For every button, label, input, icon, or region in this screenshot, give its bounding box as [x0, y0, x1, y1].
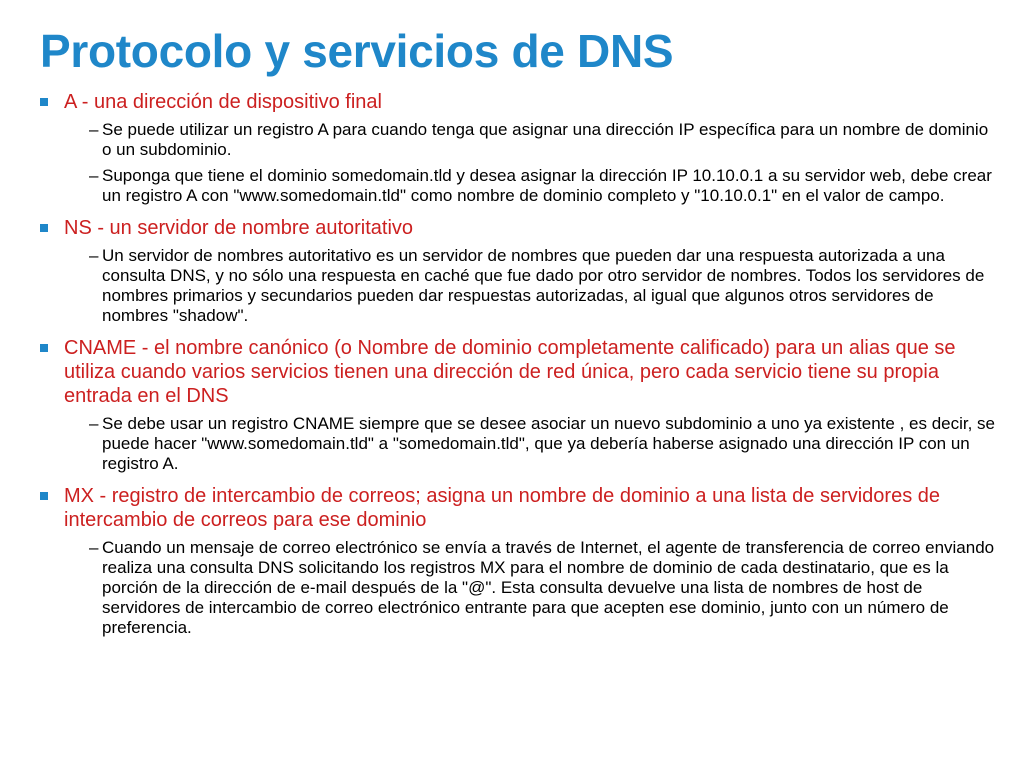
bullet-text: NS - un servidor de nombre autoritativo — [64, 217, 414, 239]
dash-icon: – — [89, 246, 99, 265]
bullet-a-record — [40, 90, 1000, 114]
square-bullet-icon — [40, 224, 48, 232]
slide-content — [40, 90, 1000, 638]
sub-item — [89, 166, 1000, 206]
bullet-cname-record — [40, 336, 1000, 408]
sub-item — [89, 538, 1000, 638]
sub-item-text: Se puede utilizar un registro A para cuando tenga que asignar una dirección IP específica para un nombre de dominio o un subdominio. — [102, 120, 989, 159]
sub-item-text: Cuando un mensaje de correo electrónico se envía a través de Internet, el agente de transferencia de correo enviando realiza una consulta DNS solicitando los registros MX para el nombre de dominio de cada destinatario, que es la porción de la dirección de e-mail después de la "@". Esta consulta devuelve una lista de nombres de host de servidores de intercambio de correo electrónico entrante para que acepten ese dominio, junto con un número de preferencia. — [102, 538, 995, 637]
sub-item-text: Un servidor de nombres autoritativo es un servidor de nombres que pueden dar una respuesta autorizada a una consulta DNS, y no sólo una respuesta en caché que fue dado por otro servidor de nombres. Todos los servidores de nombres primarios y secundarios pueden dar respuestas autorizadas, al igual que algunos otros servidores de nombres "shadow". — [102, 246, 985, 325]
bullet-text: A - una dirección de dispositivo final — [64, 91, 382, 113]
sub-item — [89, 246, 1000, 326]
bullet-text: CNAME - el nombre canónico (o Nombre de dominio completamente calificado) para un alias que se utiliza cuando varios servicios tienen una dirección de red única, pero cada servicio tiene su propia entrada en el DNS — [64, 337, 956, 407]
slide-title: Protocolo y servicios de DNS — [40, 25, 674, 77]
square-bullet-icon — [40, 98, 48, 106]
dash-icon: – — [89, 166, 99, 185]
dash-icon: – — [89, 414, 99, 433]
bullet-text: MX - registro de intercambio de correos; asigna un nombre de dominio a una lista de servidores de intercambio de correos para ese dominio — [64, 485, 941, 531]
sub-item — [89, 414, 1000, 474]
sub-item-text: Se debe usar un registro CNAME siempre que se desee asociar un nuevo subdominio a uno ya existente , es decir, se puede hacer "www.somedomain.tld" a "somedomain.tld", que ya debería haberse asignado una dirección IP con un registro A. — [102, 414, 996, 473]
dash-icon: – — [89, 538, 99, 557]
square-bullet-icon — [40, 344, 48, 352]
sub-item-text: Suponga que tiene el dominio somedomain.tld y desea asignar la dirección IP 10.10.0.1 a su servidor web, debe crear un registro A con "www.somedomain.tld" como nombre de dominio completo y "10.10.0.1" en el valor de campo. — [102, 166, 992, 205]
bullet-ns-record — [40, 216, 1000, 240]
square-bullet-icon — [40, 492, 48, 500]
sub-item — [89, 120, 1000, 160]
dash-icon: – — [89, 120, 99, 139]
bullet-mx-record — [40, 484, 1000, 532]
